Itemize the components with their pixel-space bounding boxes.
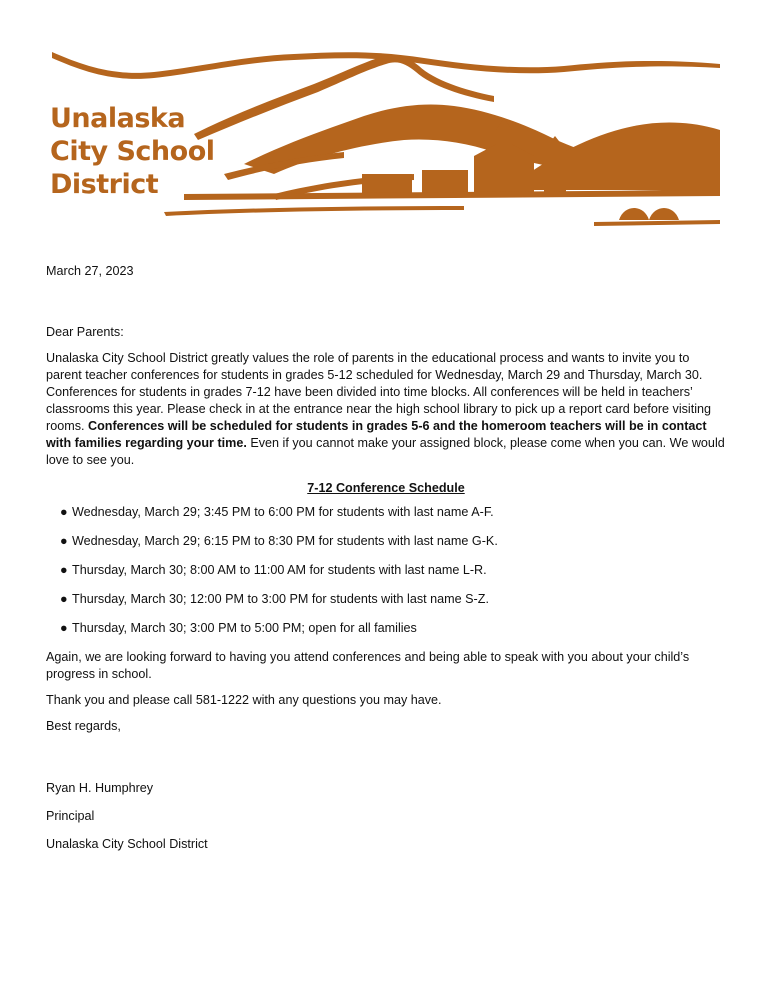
signer-organization: Unalaska City School District bbox=[46, 837, 208, 851]
schedule-item bbox=[60, 562, 726, 579]
district-logo-text bbox=[50, 102, 215, 201]
schedule-list bbox=[46, 504, 726, 637]
intro-text-1: Unalaska City School District greatly values the role of parents in the educational process and wants to invite you to parent teacher conferences for students in grades 5-12 scheduled for Wednesday, March 29 and Thursday, March 30. Conferences for students in grades 7-12 have been divided into time blocks. All conferences will be held in teachers’ classrooms this year. Please check in at the entrance near the high school library to pick up a report card before visiting rooms. bbox=[46, 351, 712, 433]
letterhead bbox=[44, 44, 724, 229]
signer-title: Principal bbox=[46, 809, 95, 823]
schedule-item bbox=[60, 620, 726, 637]
letter-body bbox=[46, 263, 726, 853]
contact-paragraph: Thank you and please call 581-1222 with any questions you may have. bbox=[46, 693, 442, 707]
bullet-icon: ● bbox=[60, 563, 68, 577]
logo-line-2: City School bbox=[50, 136, 215, 167]
schedule-item-text: Wednesday, March 29; 6:15 PM to 8:30 PM for students with last name G-K. bbox=[72, 534, 498, 548]
regards: Best regards, bbox=[46, 719, 121, 733]
bullet-icon: ● bbox=[60, 621, 68, 635]
schedule-item-text: Wednesday, March 29; 3:45 PM to 6:00 PM for students with last name A-F. bbox=[72, 505, 494, 519]
intro-text-2: Even if you cannot make your assigned block, please come when you can. We would love to see you. bbox=[46, 436, 725, 467]
schedule-item-text: Thursday, March 30; 12:00 PM to 3:00 PM for students with last name S-Z. bbox=[72, 592, 489, 606]
schedule-title: 7-12 Conference Schedule bbox=[307, 481, 465, 495]
logo-line-1: Unalaska bbox=[50, 103, 186, 134]
bullet-icon: ● bbox=[60, 592, 68, 606]
schedule-item-text: Thursday, March 30; 3:00 PM to 5:00 PM; open for all families bbox=[72, 621, 417, 635]
closing-paragraph: Again, we are looking forward to having you attend conferences and being able to speak with you about your child’s progress in school. bbox=[46, 650, 690, 681]
schedule-item bbox=[60, 504, 726, 521]
bullet-icon: ● bbox=[60, 505, 68, 519]
intro-paragraph bbox=[46, 350, 726, 469]
schedule-item bbox=[60, 533, 726, 550]
letter-date: March 27, 2023 bbox=[46, 264, 134, 278]
salutation: Dear Parents: bbox=[46, 325, 124, 339]
schedule-item bbox=[60, 591, 726, 608]
signer-name: Ryan H. Humphrey bbox=[46, 781, 154, 795]
schedule-item-text: Thursday, March 30; 8:00 AM to 11:00 AM for students with last name L-R. bbox=[72, 563, 487, 577]
bullet-icon: ● bbox=[60, 534, 68, 548]
logo-line-3: District bbox=[50, 169, 159, 200]
intro-bold-text: Conferences will be scheduled for students in grades 5-6 and the homeroom teachers will be in contact with families regarding your time. bbox=[46, 419, 707, 450]
